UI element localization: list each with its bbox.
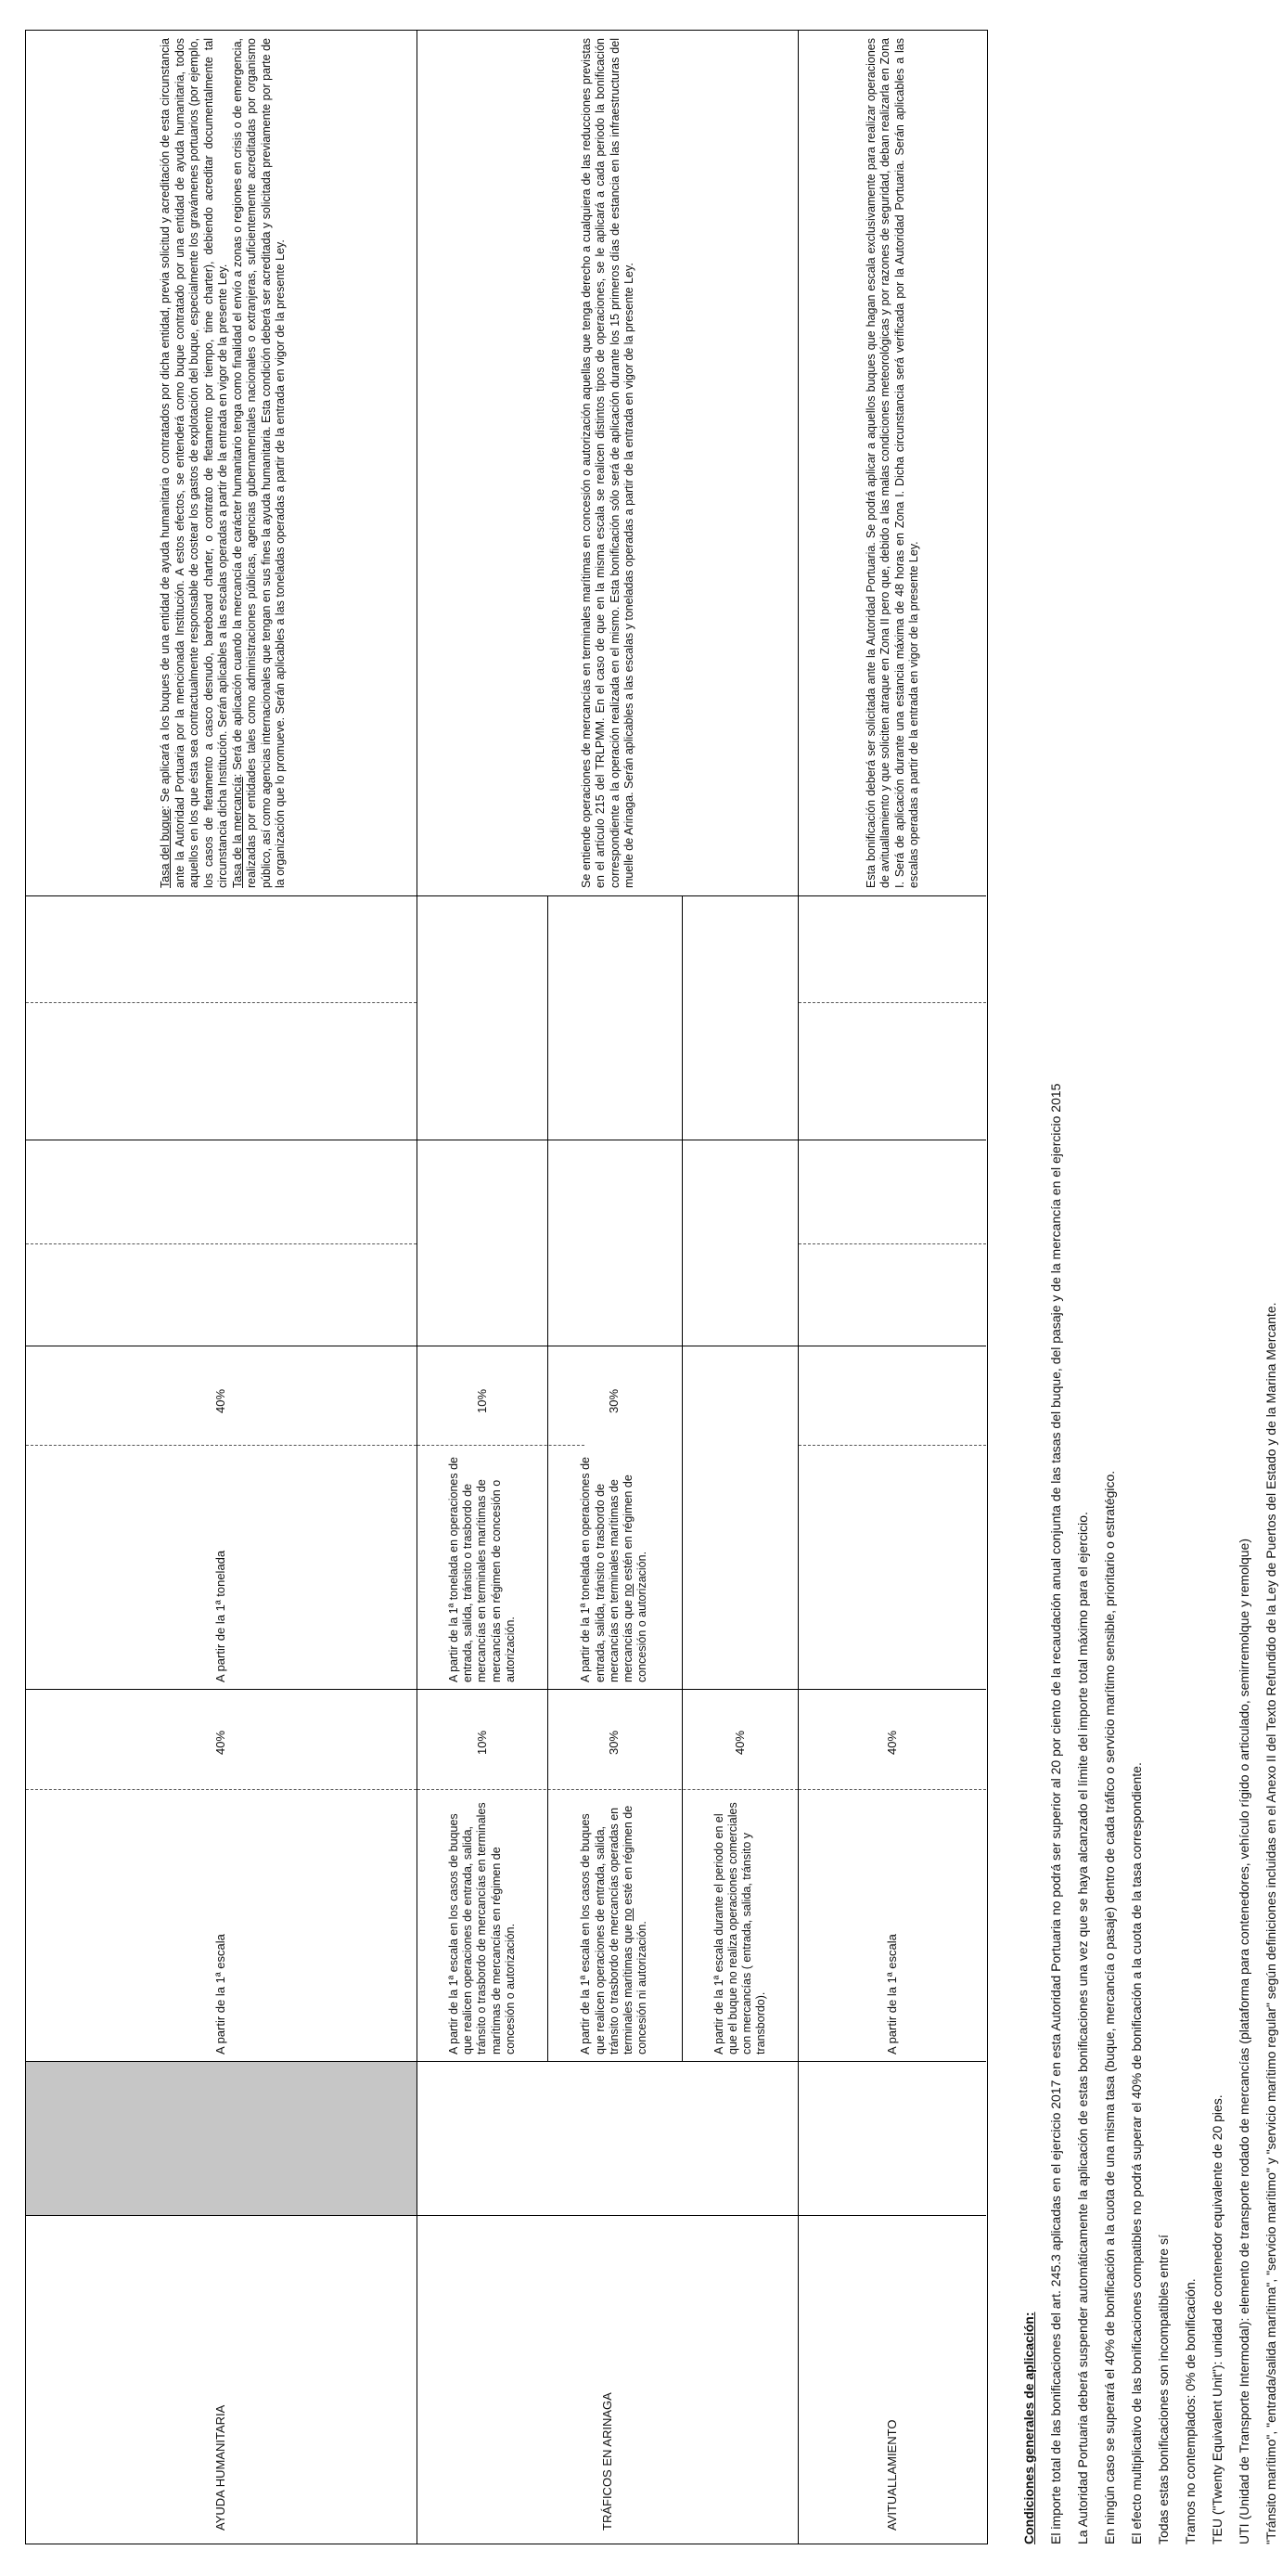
sub1-buque-condition: A partir de la 1ª escala en los casos de buques que realicen operaciones de entrada, salida, tránsito o trasbordo de mercancías en terminales marítimas de mercancías en régimen de concesión o autorización. [446, 1802, 517, 2054]
condition-line: "Tránsito marítimo", "entrada/salida marítima", "servicio marítimo" y "servicio marítimo regular" según definiciones incluidas en el Anexo II del Texto Refundido de la Ley de Puertos del Estado y de la Marina Mercante. [1263, 1302, 1278, 2544]
sub3-buque-percent: 40% [732, 1730, 747, 1755]
sub2-buque-condition: A partir de la 1ª escala en los casos de buques que realicen operaciones de entrada, salida, tránsito o trasbordo de mercancías operadas en terminales marítimas que no esté en régimen de concesión ni autorización. [579, 1805, 649, 2054]
arinaga-description: Se entiende operaciones de mercancías en terminales marítimas en concesión o autorización aquellas que tenga derecho a cualquiera de las reducciones previstas en el artículo 215 del TRLPMM. En el caso de que en la misma escala se realicen distintos tipos de operaciones, se le aplicará a cada periodo la bonificación correspondiente a la operación realizada en el mismo. Esta bonificación sólo será de aplicación durante los 15 primeros días de estancia en las infraestructuras del muelle de Arinaga. Serán aplicables a las escalas y toneladas operadas a partir de la entrada en vigor de la presente Ley. [579, 38, 635, 888]
buque-condition: A partir de la 1ª escala [885, 1934, 900, 2054]
traffic-name: TRÁFICOS EN ARINAGA [600, 2392, 615, 2531]
condition-line: La Autoridad Portuaria deberá suspender automáticamente la aplicación de estas bonificaciones una vez que se haya alcanzado el límite del importe total máximo para el ejercicio. [1075, 1512, 1090, 2544]
table-row-arinaga [417, 31, 798, 2544]
traffic-name: AVITUALLAMIENTO [885, 2419, 900, 2531]
sub2-buque-percent: 30% [607, 1730, 622, 1755]
bonus-table [25, 30, 988, 2544]
table-row-ayuda [26, 31, 417, 2544]
desc-merc-text: : Será de aplicación cuando la mercancía de carácter humanitario tenga como finalidad el envío a zonas o regiones en crisis o de emergencia, realizadas por entidades tales como administraciones públicas, agencias gubernamentales nacionales o extranjeras, suficientemente acreditadas por organismo público, así como agencias internacionales que tengan en sus fines la ayuda humanitaria. Esta condición deberá ser acreditada y solicitada previamente por parte de la organización que lo promueve. Serán aplicables a las toneladas operadas a partir de la entrada en vigor de la presente Ley. [230, 38, 288, 888]
condition-line: Tramos no contemplados: 0% de bonificación. [1183, 2278, 1198, 2544]
sub1-merc-percent: 10% [474, 1388, 489, 1413]
sub2-merc-condition: A partir de la 1ª tonelada en operaciones de entrada, salida, tránsito o trasbordo de mercancías en terminales marítimas de mercancías que no estén en régimen de concesión o autorización. [579, 1457, 649, 1682]
buque-percent: 40% [213, 1730, 228, 1755]
condition-line: En ningún caso se superará el 40% de bonificación a la cuota de una misma tasa (buque, mercancía o pasaje) dentro de cada tráfico o servicio marítimo sensible, prioritario o estratégico. [1102, 1470, 1117, 2544]
condition-line: UTI (Unidad de Transporte Intermodal): elemento de transporte rodado de mercancías (plataforma para contenedores, vehículo rígido o articulado, semirremolque y remolque) [1237, 1538, 1251, 2544]
conditions-title: Condiciones generales de aplicación: [1021, 2312, 1036, 2544]
buque-percent: 40% [885, 1730, 900, 1755]
buque-condition: A partir de la 1ª escala [213, 1934, 228, 2054]
sub1-merc-condition: A partir de la 1ª tonelada en operaciones de entrada, salida, tránsito o trasbordo de mercancías en terminales marítimas de mercancías en régimen de concesión o autorización. [446, 1457, 517, 1682]
desc-merc-head: Tasa de la mercancía [230, 777, 244, 888]
merc-condition: A partir de la 1ª tonelada [213, 1550, 228, 1682]
table-row-avituallamiento [798, 31, 986, 2544]
merc-percent: 40% [213, 1388, 228, 1413]
ayuda-description [43, 38, 404, 888]
condition-line: Todas estas bonificaciones son incompatibles entre sí [1156, 2235, 1171, 2544]
shaded-cell [26, 2062, 417, 2216]
desc-buque-text: : Se aplicará a los buques de una entidad de ayuda humanitaria o contratados por dicha entidad, previa solicitud y acreditación de esta circunstancia ante la Autoridad Portuaria por la mencionada Institución. A estos efectos, se entenderá como buque contratado por una entidad de ayuda humanitaria, todos aquellos en los que ésta sea contractualmente responsable de costear los gastos de explotación del buque, especialmente los gravámenes portuarios (por ejemplo, los casos de fletamento a casco desnudo, bareboard charter, o contrato de fletamento por tiempo, time charter), debiendo acreditar documentalmente tal circunstancia dicha Institución. Serán aplicables a las escalas operadas a partir de la entrada en vigor de la presente Ley. [159, 37, 230, 888]
condition-line: El importe total de las bonificaciones del art. 245.3 aplicadas en el ejercicio 2017 en esta Autoridad Portuaria no podrá ser superior al 20 por ciento de la recaudación anual conjunta de las tasas del buque, del pasaje y de la mercancía en el ejercicio 2015 [1048, 1083, 1063, 2544]
sub2-merc-percent: 30% [607, 1388, 622, 1413]
sub3-buque-condition: A partir de la 1ª escala durante el periodo en el que el buque no realiza operaciones comerciales con mercancías ( entrada, salida, tránsito y transbordo). [712, 1802, 768, 2054]
general-conditions [1016, 39, 1282, 2544]
avituallamiento-description: Esta bonificación deberá ser solicitada ante la Autoridad Portuaria. Se podrá aplicar a aquellos buques que hagan escala exclusivamente para realizar operaciones de avituallamiento y que soliciten atraque en Zona II pero que, debido a las malas condiciones meteorológicas y por razones de seguridad, deban realizarla en Zona I. Será de aplicación durante una estancia máxima de 48 horas en Zona I. Dicha circunstancia será verificada por la Autoridad Portuaria. Serán aplicables a las escalas operadas a partir de la entrada en vigor de la presente Ley. [864, 38, 920, 888]
condition-line: El efecto multiplicativo de las bonificaciones compatibles no podrá superar el 40% de bonificación a la cuota de la tasa correspondiente. [1129, 1762, 1144, 2544]
desc-buque-head: Tasa del buque [159, 808, 173, 888]
condition-line: TEU ("Twenty Equivalent Unit"): unidad de contenedor equivalente de 20 pies. [1210, 2094, 1224, 2544]
sub1-buque-percent: 10% [474, 1730, 489, 1755]
traffic-name: AYUDA HUMANITARIA [213, 2404, 228, 2531]
